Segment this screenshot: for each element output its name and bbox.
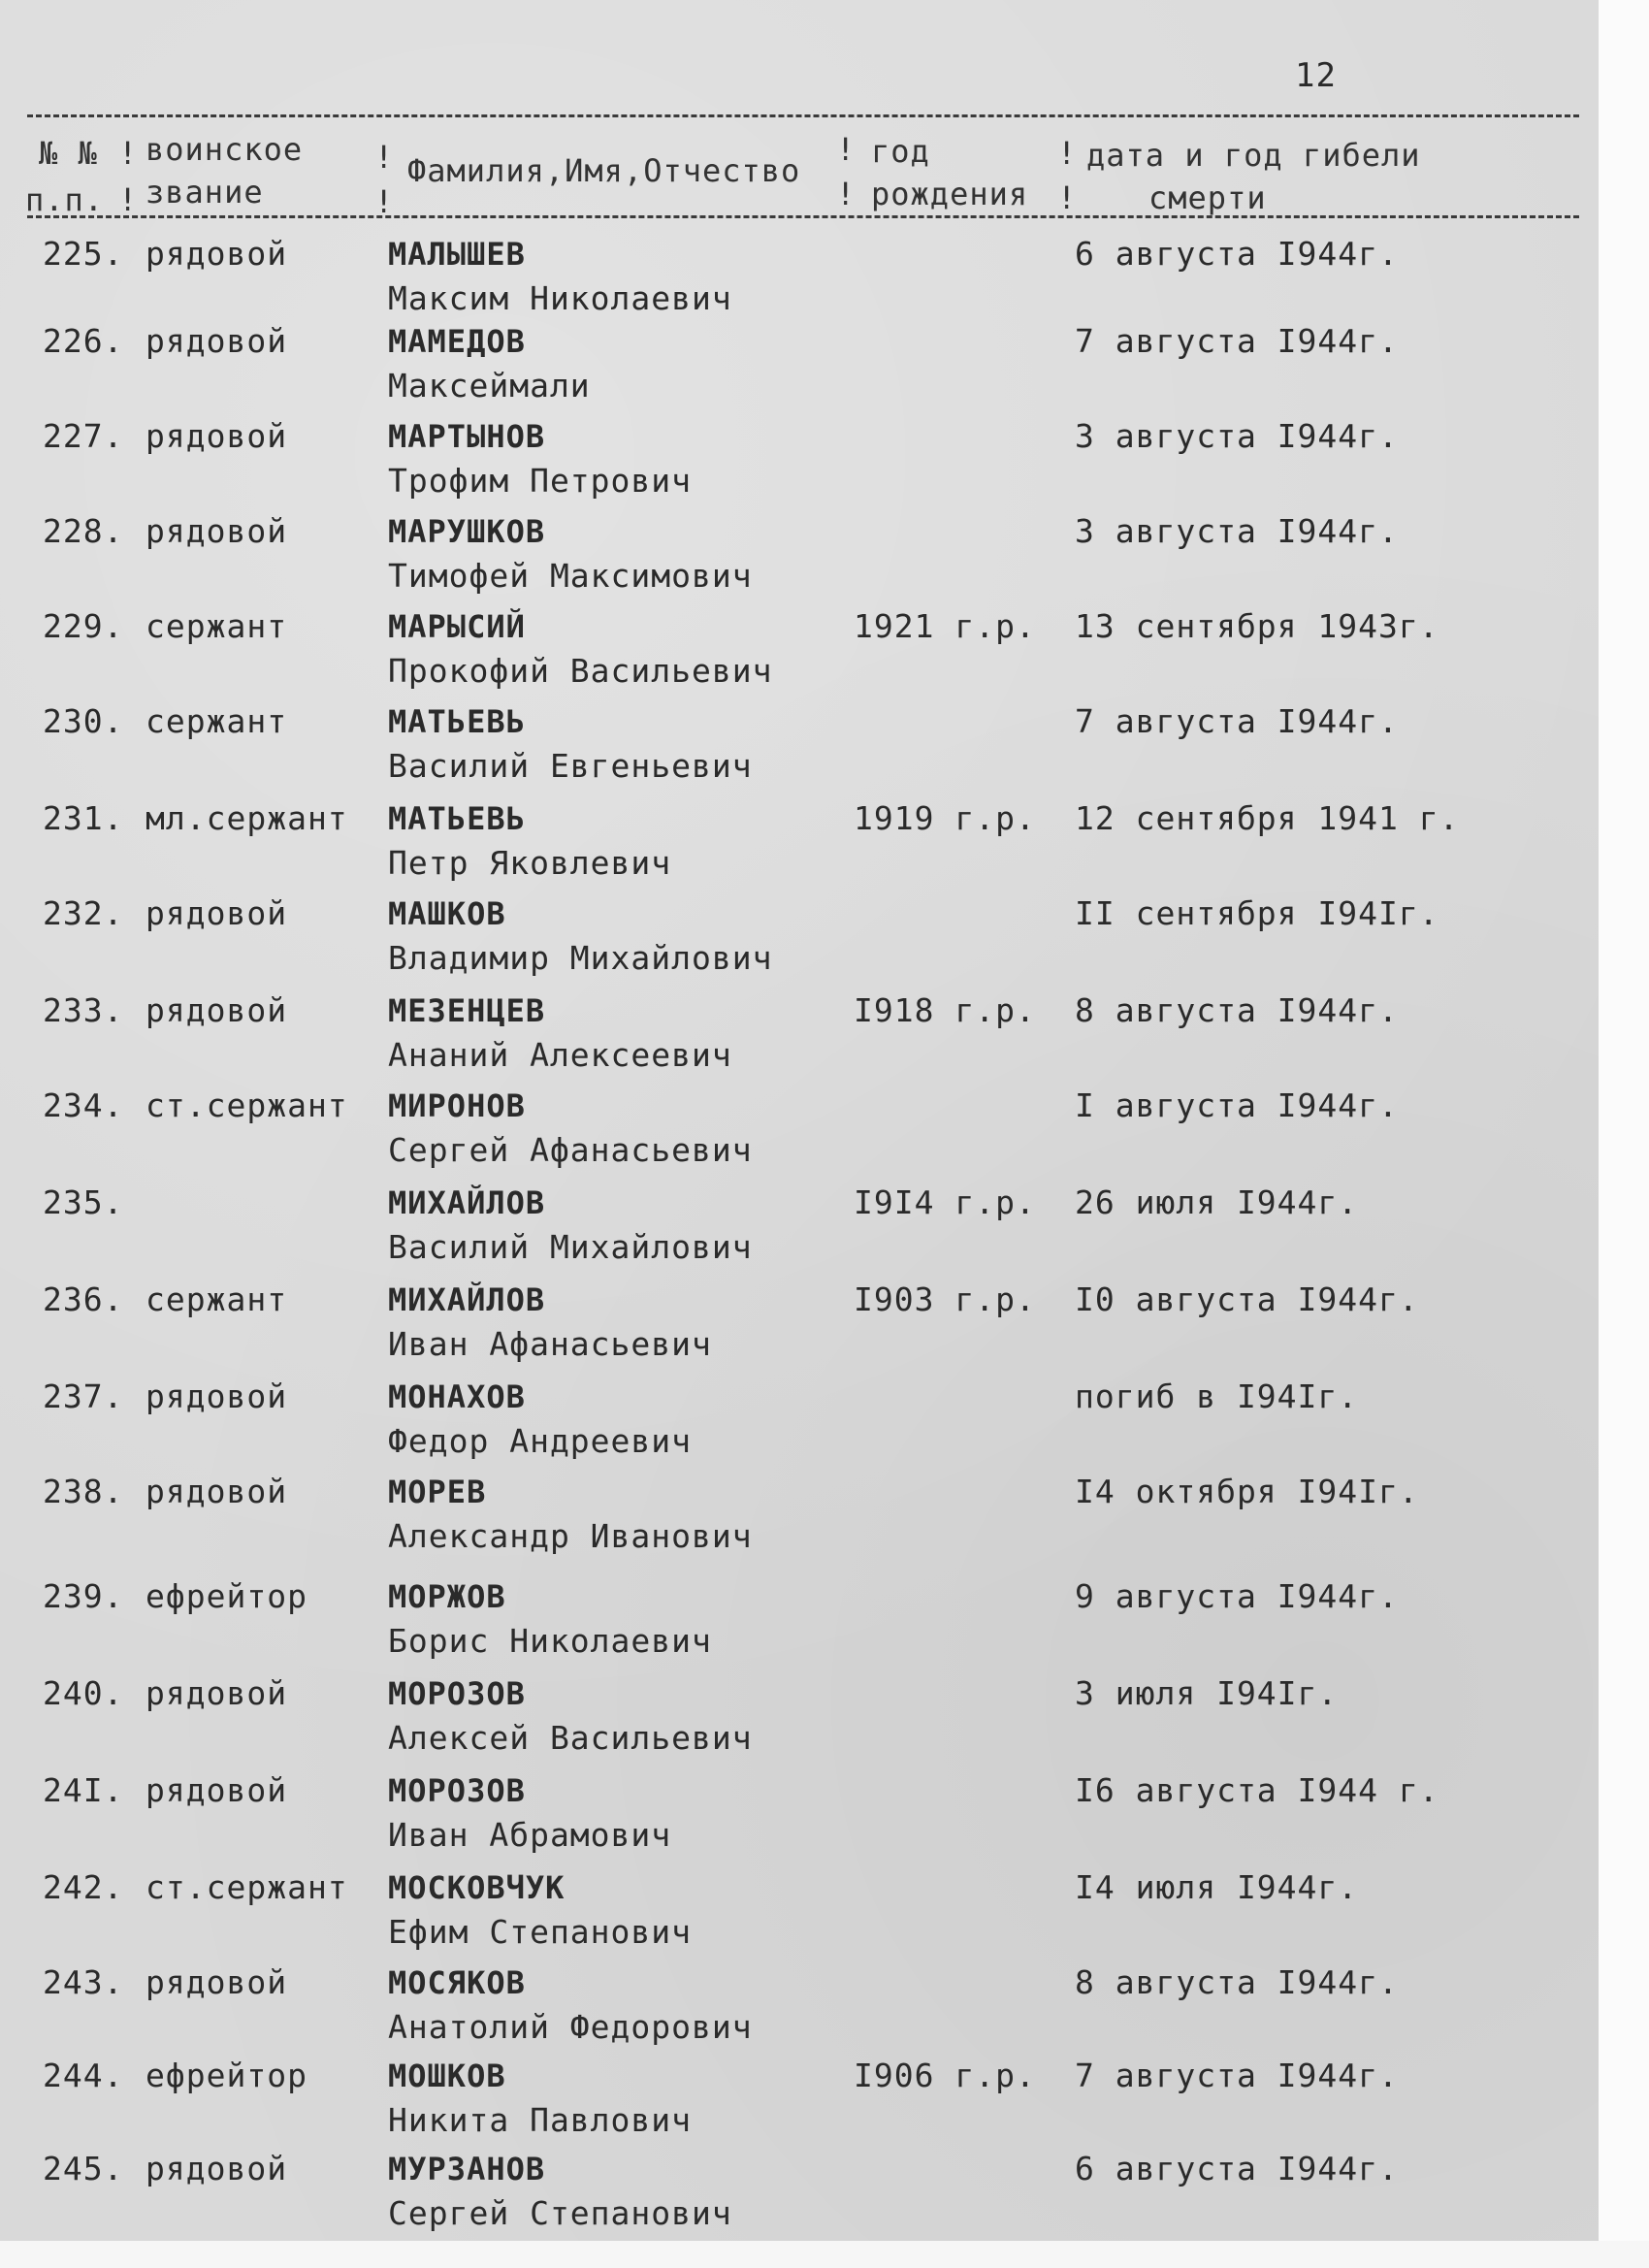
row-given-names: Трофим Петрович [388,462,693,500]
row-surname: МАТЬЕВЬ [388,800,526,837]
table-row [0,322,1591,419]
row-rank: ст.сержант [146,1086,348,1124]
table-row [0,235,1591,332]
row-rank: ефрейтор [146,2057,307,2094]
row-death-date: 13 сентября 1943г. [1075,607,1439,645]
row-death-date: 8 августа I944г. [1075,991,1399,1029]
page-number: 12 [1295,56,1337,95]
row-birth-year: I903 г.р. [854,1280,1036,1318]
header-death-line1: дата и год гибели [1086,137,1421,174]
header-death-line2: смерти [1148,179,1267,216]
row-surname: МАМЕДОВ [388,323,526,360]
row-death-date: I4 июля I944г. [1075,1868,1359,1906]
table-row [0,894,1591,991]
table-row [0,702,1591,799]
row-rank: рядовой [146,322,288,360]
row-death-date: I4 октября I94Iг. [1075,1473,1419,1510]
row-number: 228. [43,512,124,550]
row-rank: сержант [146,607,288,645]
row-given-names: Никита Павлович [388,2101,693,2139]
row-given-names: Василий Михайлович [388,1228,753,1266]
header-num-line1: № № [39,135,98,172]
table-row [0,2150,1591,2247]
row-surname: МАШКОВ [388,895,506,932]
row-number: 244. [43,2057,124,2094]
row-rank: рядовой [146,1377,288,1415]
row-birth-year: I9I4 г.р. [854,1183,1036,1221]
row-given-names: Алексей Васильевич [388,1719,753,1757]
table-row [0,1771,1591,1868]
row-given-names: Александр Иванович [388,1517,753,1555]
row-death-date: II сентября I94Iг. [1075,894,1439,932]
row-surname: МАРТЫНОВ [388,418,546,455]
row-surname: МИХАЙЛОВ [388,1281,546,1318]
row-surname: МАЛЫШЕВ [388,236,526,273]
row-rank: рядовой [146,1771,288,1809]
table-row [0,1674,1591,1771]
row-rank: рядовой [146,1963,288,2001]
row-birth-year: 1919 г.р. [854,799,1036,837]
table-row [0,1577,1591,1674]
header-name: Фамилия,Имя,Отчество [407,152,801,189]
row-given-names: Владимир Михайлович [388,939,773,977]
row-death-date: 7 августа I944г. [1075,702,1399,740]
table-row [0,417,1591,514]
header-bottom-rule [27,215,1579,218]
row-surname: МАРУШКОВ [388,513,546,550]
row-death-date: 8 августа I944г. [1075,1963,1399,2001]
table-row [0,1183,1591,1280]
row-death-date: I августа I944г. [1075,1086,1399,1124]
row-birth-year: I918 г.р. [854,991,1036,1029]
scan-margin [1599,0,1649,2268]
header-rank-line1: воинское [146,131,304,168]
row-number: 227. [43,417,124,455]
row-rank: рядовой [146,2150,288,2187]
row-given-names: Тимофей Максимович [388,557,753,595]
table-row [0,1473,1591,1570]
row-death-date: 12 сентября 1941 г. [1075,799,1460,837]
row-rank: рядовой [146,417,288,455]
header-year-line1: год [871,133,930,170]
header-rank-line2: звание [146,174,264,211]
scanned-page: 12 № № п.п. ! ! воинское звание ! ! Фамилия,Имя,Отчество ! ! год рождения ! ! дата и год гибели смерти 225. рядовой МАЛЫШЕВ Максим Николаевич 6 августа I944г. 226. рядовой МАМЕДОВ Максеймали 7 августа I944г. 227. рядовой МАРТЫНОВ Трофим Петрович 3 августа I944г. 228. рядовой МАРУШКОВ Тимофей Максимович 3 августа I944г. 229. сержант МАРЫСИЙ Прокофий Васильевич 1921 г.р. 13 сентября 1943г. 230. сержант МАТЬЕВЬ Василий Евгеньевич 7 августа I944г. 231. мл.сержант МАТЬЕВЬ Петр Яковлевич 1919 г.р. 12 сентября 1941 г. 232. рядовой МАШКОВ Владимир Михайлович II сентября I94Iг. 233. рядовой МЕЗЕНЦЕВ Ананий Алексеевич I918 г.р. 8 августа I944г. 234. ст.сержант МИРОНОВ Сергей Афанасьевич I августа I944г. 235. МИХАЙЛОВ Василий Михайлович I9I4 г.р. 26 июля I944г. 236. сержант МИХАЙЛОВ Иван Афанасьевич I903 г.р. I0 августа I944г. 237. рядовой МОНАХОВ Федор Андреевич погиб в I94Iг. 238. рядовой МОРЕВ Александр Иванович I4 октября I94Iг. 239. ефрейтор МОРЖОВ Борис Николаевич 9 августа I944г. 240. рядовой МОРОЗОВ Алексей Васильевич 3 июля I94Iг. 24I. рядовой МОРОЗОВ Иван Абрамович I6 августа I944 г. 242. ст.сержант МОСКОВЧУК Ефим Степанович I4 июля I944г. 243. рядовой МОСЯКОВ Анатолий Федорович 8 августа I944г. 244. ефрейтор МОШКОВ Никита Павлович I906 г.р. 7 августа I944г. 245. рядовой МУРЗАНОВ Сергей Степанович 6 августа I944г. [0,0,1649,2268]
row-death-date: 7 августа I944г. [1075,2057,1399,2094]
table-row [0,1963,1591,2060]
row-number: 233. [43,991,124,1029]
header-top-rule [27,114,1579,117]
row-death-date: I0 августа I944г. [1075,1280,1419,1318]
row-surname: МОРЕВ [388,1474,487,1510]
row-given-names: Иван Афанасьевич [388,1325,712,1363]
row-given-names: Ананий Алексеевич [388,1036,732,1074]
row-rank: рядовой [146,235,288,273]
row-number: 238. [43,1473,124,1510]
row-surname: МОСЯКОВ [388,1964,526,2001]
row-rank: рядовой [146,894,288,932]
row-death-date: 6 августа I944г. [1075,235,1399,273]
row-rank: сержант [146,1280,288,1318]
table-row [0,799,1591,896]
row-number: 234. [43,1086,124,1124]
table-row [0,2057,1591,2154]
table-row [0,1086,1591,1183]
row-number: 236. [43,1280,124,1318]
row-number: 24I. [43,1771,124,1809]
table-row [0,1377,1591,1474]
row-surname: МУРЗАНОВ [388,2151,546,2187]
row-given-names: Сергей Степанович [388,2194,732,2232]
row-number: 225. [43,235,124,273]
row-number: 245. [43,2150,124,2187]
row-number: 242. [43,1868,124,1906]
row-given-names: Сергей Афанасьевич [388,1131,753,1169]
header-year-line2: рождения [871,176,1029,212]
row-birth-year: I906 г.р. [854,2057,1036,2094]
row-death-date: 3 августа I944г. [1075,417,1399,455]
row-number: 237. [43,1377,124,1415]
table-row [0,1280,1591,1377]
header-num-line2: п.п. [25,181,105,218]
row-death-date: 9 августа I944г. [1075,1577,1399,1615]
row-number: 230. [43,702,124,740]
row-number: 229. [43,607,124,645]
row-rank: мл.сержант [146,799,348,837]
row-rank: ефрейтор [146,1577,307,1615]
row-given-names: Максеймали [388,367,591,405]
row-death-date: 6 августа I944г. [1075,2150,1399,2187]
table-row [0,1868,1591,1965]
row-number: 239. [43,1577,124,1615]
row-rank: сержант [146,702,288,740]
table-row [0,607,1591,704]
row-death-date: 7 августа I944г. [1075,322,1399,360]
row-death-date: погиб в I94Iг. [1075,1377,1359,1415]
row-surname: МОРОЗОВ [388,1772,526,1809]
row-surname: МОНАХОВ [388,1378,526,1415]
row-surname: МЕЗЕНЦЕВ [388,992,546,1029]
row-given-names: Иван Абрамович [388,1816,672,1854]
row-given-names: Василий Евгеньевич [388,747,753,785]
row-rank: рядовой [146,1674,288,1712]
row-number: 235. [43,1183,124,1221]
row-birth-year: 1921 г.р. [854,607,1036,645]
row-surname: МОСКОВЧУК [388,1869,566,1906]
row-surname: МИРОНОВ [388,1087,526,1124]
row-rank: рядовой [146,1473,288,1510]
table-row [0,512,1591,609]
row-surname: МОРЖОВ [388,1578,506,1615]
row-number: 240. [43,1674,124,1712]
row-number: 231. [43,799,124,837]
row-given-names: Борис Николаевич [388,1622,712,1660]
row-surname: МАТЬЕВЬ [388,703,526,740]
row-death-date: I6 августа I944 г. [1075,1771,1439,1809]
row-rank: ст.сержант [146,1868,348,1906]
row-death-date: 3 августа I944г. [1075,512,1399,550]
row-given-names: Прокофий Васильевич [388,652,773,690]
row-death-date: 26 июля I944г. [1075,1183,1359,1221]
row-given-names: Петр Яковлевич [388,844,672,882]
row-surname: МАРЫСИЙ [388,608,526,645]
row-number: 226. [43,322,124,360]
row-surname: МОРОЗОВ [388,1675,526,1712]
table-row [0,991,1591,1088]
row-death-date: 3 июля I94Iг. [1075,1674,1339,1712]
row-number: 243. [43,1963,124,2001]
row-number: 232. [43,894,124,932]
row-given-names: Анатолий Федорович [388,2008,753,2046]
row-surname: МИХАЙЛОВ [388,1184,546,1221]
row-rank: рядовой [146,991,288,1029]
row-surname: МОШКОВ [388,2057,506,2094]
row-given-names: Максим Николаевич [388,279,732,317]
row-given-names: Федор Андреевич [388,1422,693,1460]
row-given-names: Ефим Степанович [388,1913,693,1951]
row-rank: рядовой [146,512,288,550]
